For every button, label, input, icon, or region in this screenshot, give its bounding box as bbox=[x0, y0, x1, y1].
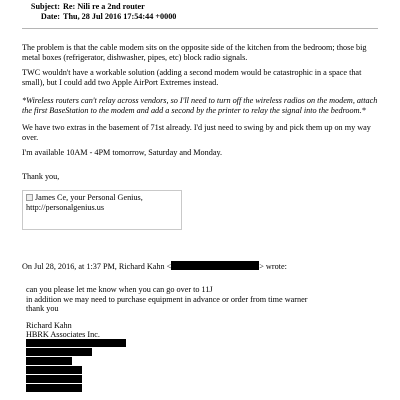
quoted-signature-company: HBRK Associates Inc. bbox=[26, 330, 100, 339]
quoted-line-2: in addition we may need to purchase equipment in advance or order from time warner bbox=[26, 295, 308, 304]
quoted-signature-name: Richard Kahn bbox=[26, 321, 72, 330]
signature-image-alt: James Ce, your Personal Genius, bbox=[35, 193, 143, 202]
redaction-bar bbox=[26, 384, 82, 392]
redaction-bar bbox=[26, 357, 72, 365]
redaction-bar bbox=[26, 366, 82, 374]
body-paragraph-3: *Wireless routers can't relay across vendors, so I'll need to turn off the wireless radios on the modem, attach the first BaseStation to the modem and add a second by the printer to relay the signal into the bedroom.* bbox=[22, 96, 378, 115]
quoted-line-1: can you please let me know when you can go over to 11J bbox=[26, 285, 213, 294]
header-divider bbox=[22, 28, 378, 29]
date-line bbox=[24, 12, 176, 22]
body-paragraph-4: We have two extras in the basement of 71st already. I'd just need to swing by and pick them up on my way over. bbox=[22, 123, 371, 142]
redaction-bar bbox=[26, 348, 92, 356]
quoted-line-3: thank you bbox=[26, 304, 59, 313]
subject-value: Re: Nili re a 2nd router bbox=[63, 2, 145, 11]
redacted-email bbox=[171, 261, 259, 270]
date-label: Date: bbox=[40, 12, 60, 21]
body-paragraph-2: TWC wouldn't have a workable solution (adding a second modem would be catastrophic in a space that small), but I could add two Apple AirPort Extremes instead. bbox=[22, 68, 362, 87]
quote-intro-before: On Jul 28, 2016, at 1:37 PM, Richard Kahn < bbox=[22, 262, 172, 271]
redaction-bar bbox=[26, 339, 126, 347]
signature-image[interactable] bbox=[22, 190, 182, 230]
subject-line bbox=[24, 2, 145, 12]
signature-url[interactable]: http://personalgenius.us bbox=[26, 202, 105, 212]
body-paragraph-5: I'm available 10AM - 4PM tomorrow, Saturday and Monday. bbox=[22, 148, 223, 157]
quote-intro bbox=[22, 261, 287, 272]
broken-image-icon bbox=[26, 194, 33, 201]
quote-intro-after: > wrote: bbox=[259, 262, 287, 271]
redaction-bar bbox=[26, 375, 82, 383]
subject-label: Subject: bbox=[30, 2, 60, 11]
body-paragraph-1: The problem is that the cable modem sits on the opposite side of the kitchen from the bedroom; those big metal boxes (refrigerator, dishwasher, pipes, etc) block radio signals. bbox=[22, 43, 367, 62]
date-value: Thu, 28 Jul 2016 17:54:44 +0000 bbox=[63, 12, 177, 21]
body-paragraph-6: Thank you, bbox=[22, 172, 60, 181]
